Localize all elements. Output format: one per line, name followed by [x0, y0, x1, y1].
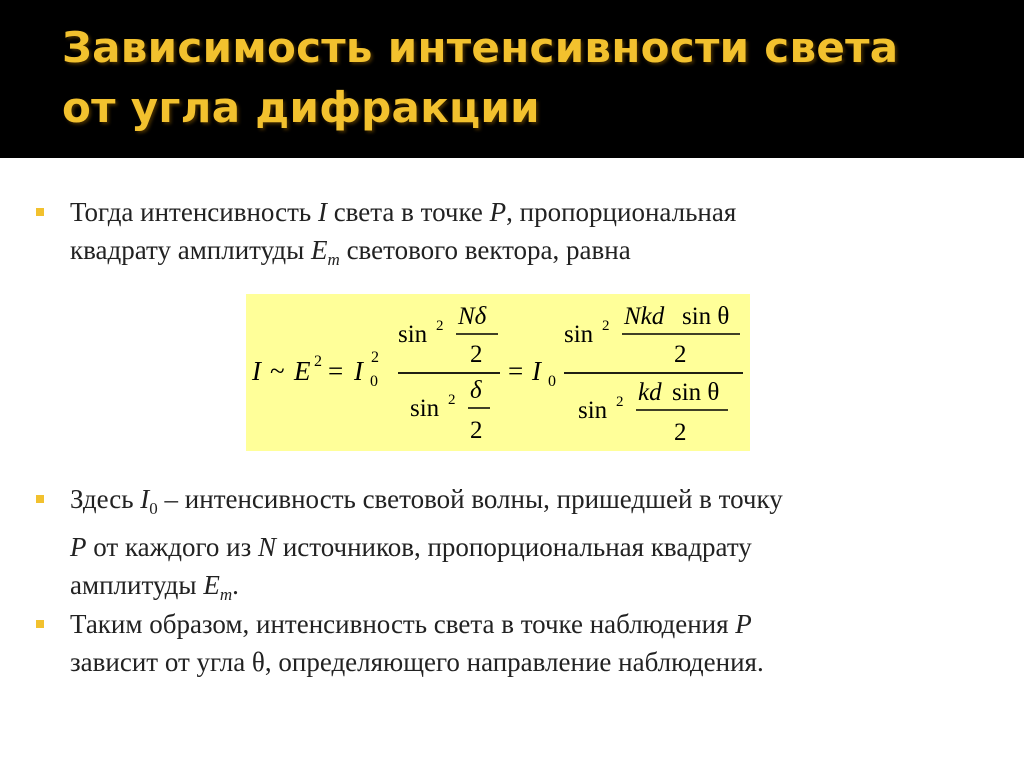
subscript-0: 0 [149, 499, 158, 518]
text-run: светового вектора, равна [339, 235, 631, 265]
formula-sin-1: sin [398, 321, 428, 348]
text-run: . [232, 570, 239, 600]
symbol-N: N [258, 532, 277, 562]
formula-exp-2: 2 [314, 353, 322, 370]
bullet-marker [36, 208, 44, 216]
formula-I0-exp: 2 [371, 349, 379, 366]
bullet-marker [36, 620, 44, 628]
formula-sin-4-exp: 2 [616, 394, 624, 410]
formula-I0-sub: 0 [370, 373, 378, 390]
text-run: от каждого из [86, 532, 259, 562]
text-run: источников, пропорциональная квадрату [276, 532, 752, 562]
bullet-text-1 [70, 193, 736, 279]
text-run: квадрату амплитуды [70, 235, 312, 265]
text-run: – интенсивность световой волны, пришедшей в точку [157, 484, 783, 514]
text-run: Здесь [70, 484, 141, 514]
bullet-text-3 [70, 605, 764, 681]
symbol-P: P [70, 532, 87, 562]
title-line-1: Зависимость интенсивности света [62, 23, 899, 72]
formula-kd: kd [638, 379, 662, 406]
text-run: зависит от угла θ, определяющего направление наблюдения. [70, 647, 764, 677]
formula-I0: I [354, 356, 363, 386]
formula-eq-2: = [508, 356, 524, 386]
formula-two-4: 2 [674, 419, 687, 446]
formula-sin-theta-1: sin θ [682, 303, 730, 330]
formula-sin-3: sin [564, 321, 594, 348]
formula-two-1: 2 [470, 341, 483, 368]
symbol-E: E [311, 235, 328, 265]
text-run: , пропорциональная [506, 197, 737, 227]
symbol-P: P [735, 609, 752, 639]
text-run: Тогда интенсивность [70, 197, 318, 227]
title-line-2: от угла дифракции [62, 83, 540, 132]
formula-sin-2: sin [410, 395, 440, 422]
title-band [0, 0, 1024, 158]
formula-I0-second: I [532, 356, 541, 386]
formula-eq-1: = [328, 356, 344, 386]
formula-I0-second-sub: 0 [548, 373, 556, 390]
subscript-m: m [219, 585, 233, 604]
formula-sin-theta-2: sin θ [672, 379, 720, 406]
intensity-formula [246, 294, 750, 451]
formula-box [246, 294, 750, 451]
text-run: света в точке [326, 197, 490, 227]
formula-sin-1-exp: 2 [436, 318, 444, 334]
bullet-marker [36, 495, 44, 503]
symbol-P: P [489, 197, 507, 227]
bullet-text-2 [70, 480, 783, 614]
symbol-I: I [317, 197, 327, 227]
formula-I: I [252, 356, 261, 386]
text-run: амплитуды [70, 570, 204, 600]
symbol-E: E [203, 570, 220, 600]
formula-sin-3-exp: 2 [602, 318, 610, 334]
subscript-m: m [327, 250, 340, 269]
formula-N-delta: Nδ [458, 303, 487, 330]
formula-two-3: 2 [674, 341, 687, 368]
symbol-I: I [140, 484, 150, 514]
formula-E: E [294, 356, 311, 386]
formula-sin-4: sin [578, 397, 608, 424]
formula-delta: δ [470, 377, 482, 404]
formula-sin-2-exp: 2 [448, 392, 456, 408]
text-run: Таким образом, интенсивность света в точке наблюдения [70, 609, 736, 639]
slide-title [62, 18, 1002, 138]
formula-Nkd: Nkd [624, 303, 665, 330]
formula-two-2: 2 [470, 417, 483, 444]
formula-tilde: ~ [270, 356, 285, 386]
